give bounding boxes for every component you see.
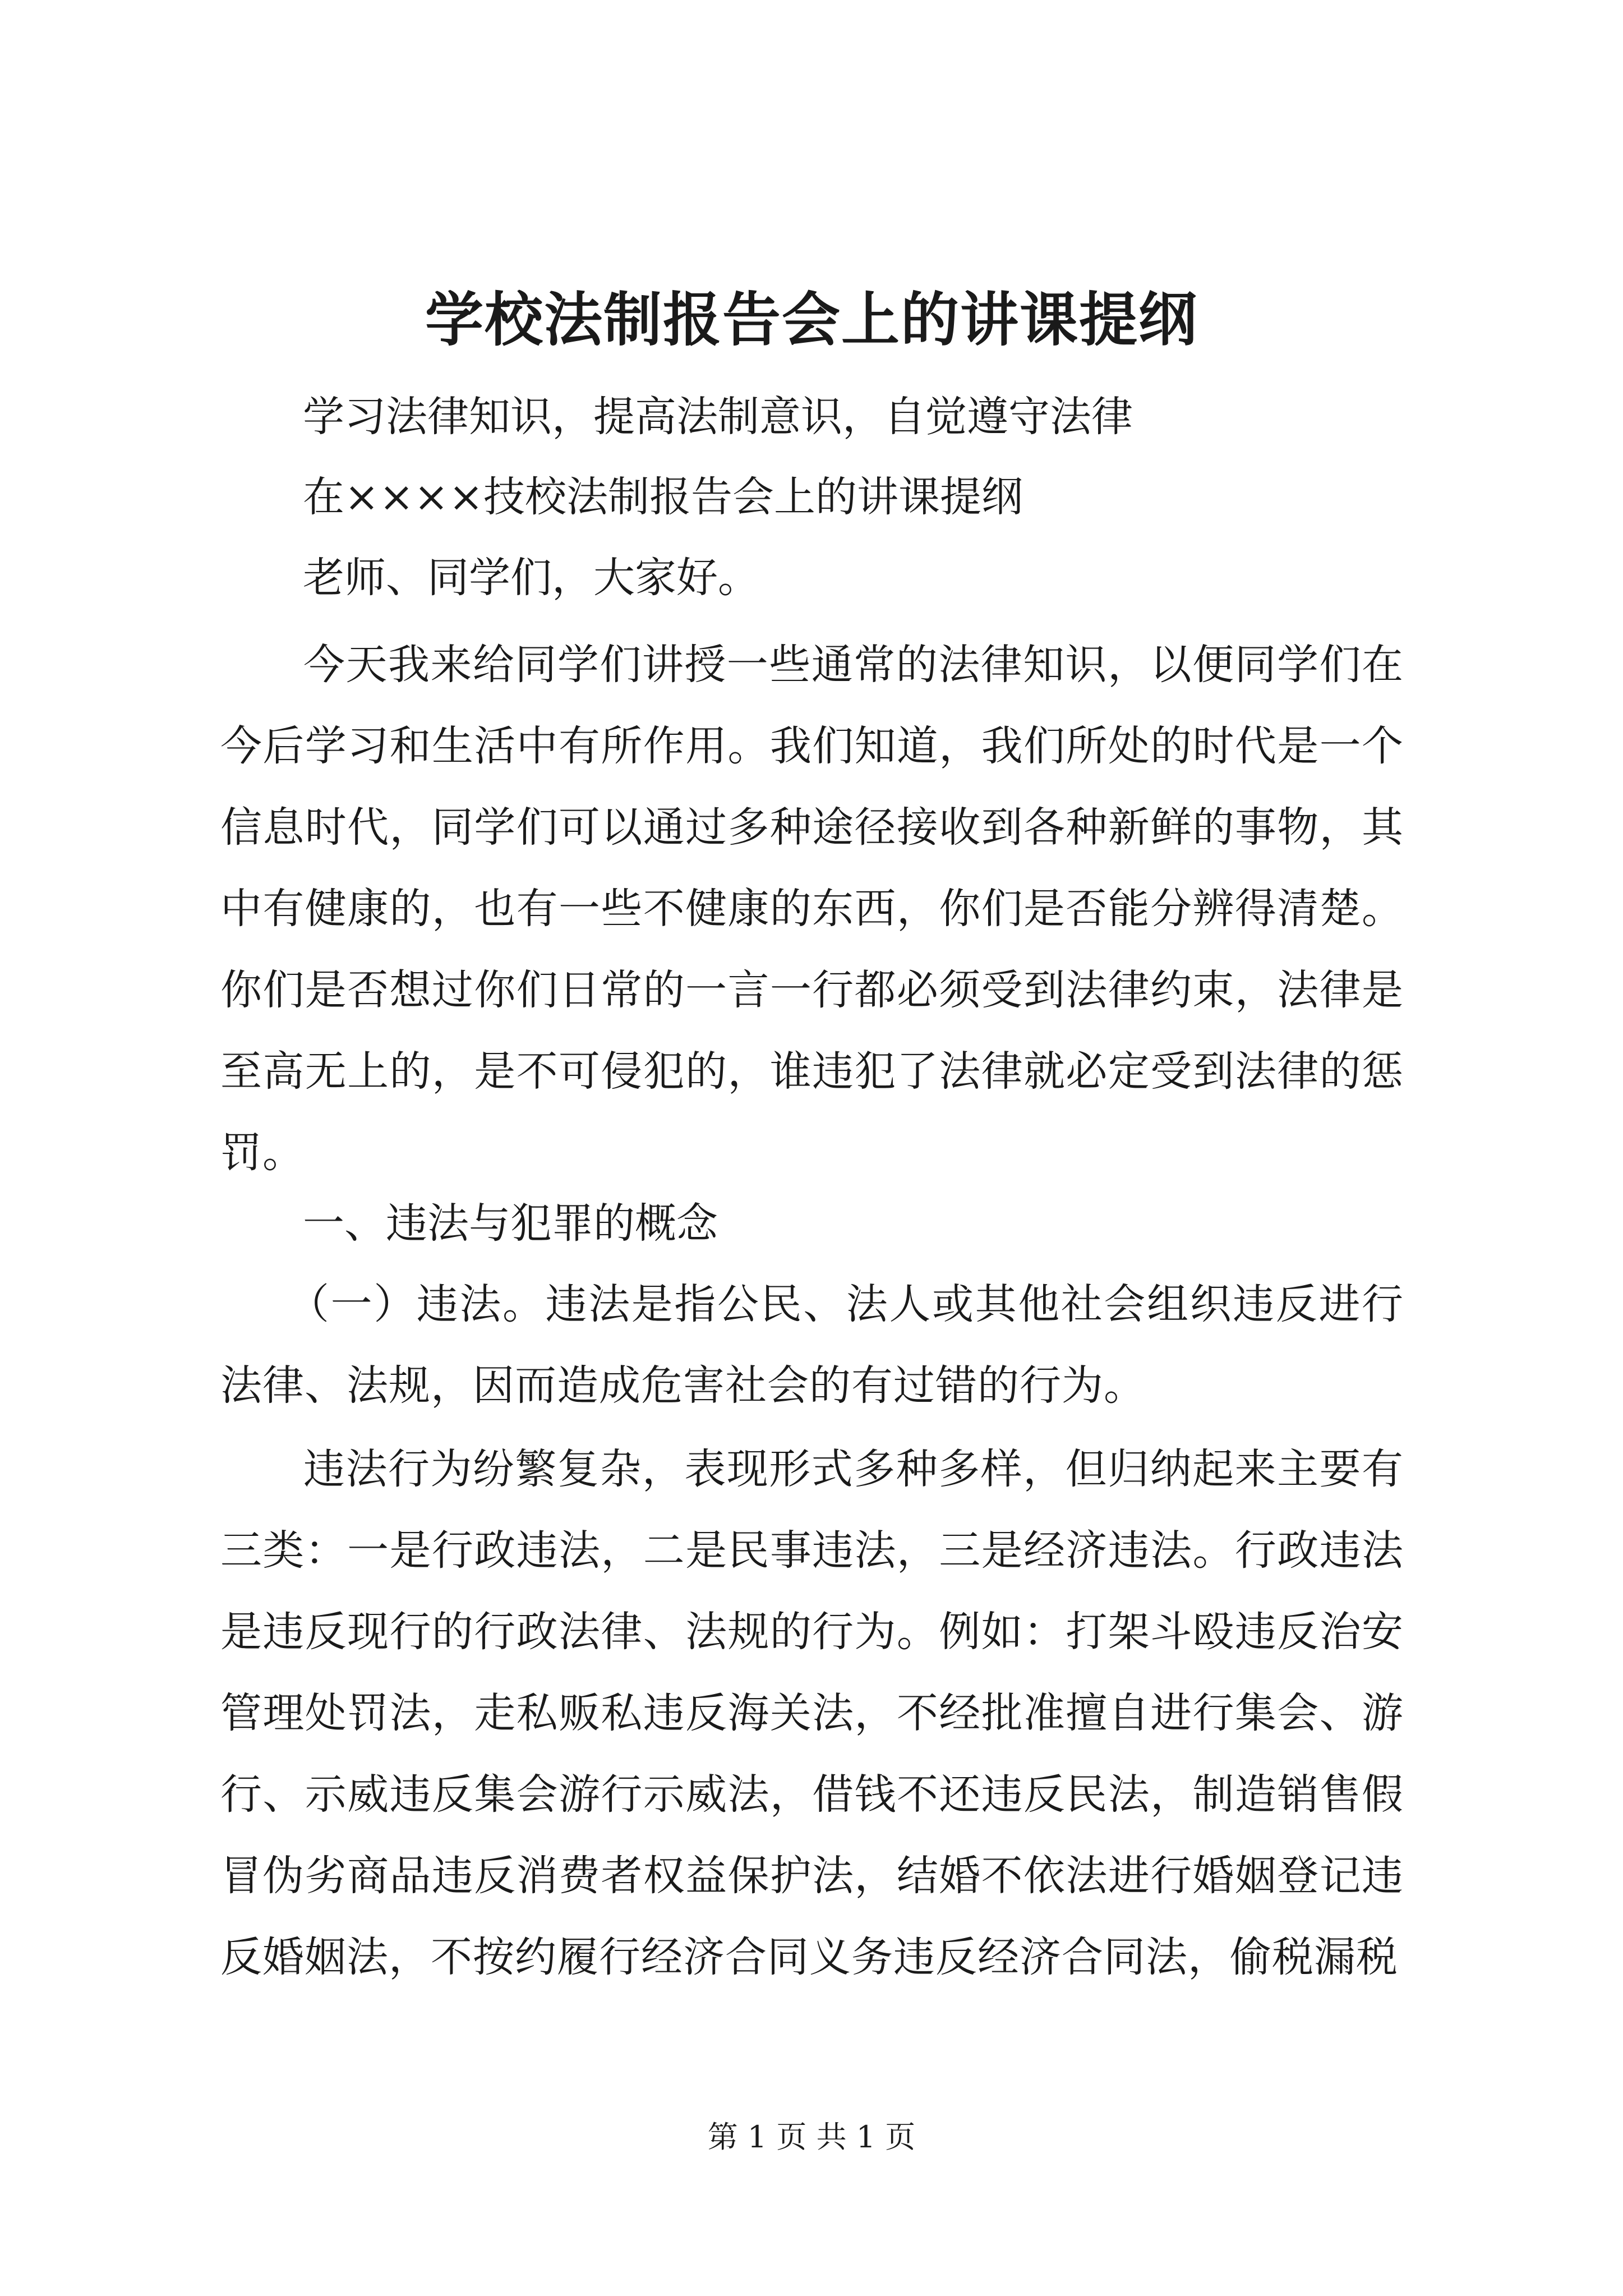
paragraph-intro: 今天我来给同学们讲授一些通常的法律知识，以便同学们在今后学习和生活中有所作用。我们知道，我们所处的时代是一个信息时代，同学们可以通过多种途径接收到各种新鲜的事物，其中有健康的，也有一些不健康的东西，你们是否能分辨得清楚。你们是否想过你们日常的一言一行都必须受到法律约束，法律是至高无上的，是不可侵犯的，谁违犯了法律就必定受到法律的惩罚。 — [220, 641, 1404, 1177]
paragraph-violation-definition: （一）违法。违法是指公民、法人或其他社会组织违反进行法律、法规，因而造成危害社会的有过错的行为。 — [220, 1280, 1404, 1410]
greeting: 老师、同学们，大家好。 — [303, 554, 759, 602]
paragraph-violation-types: 违法行为纷繁复杂，表现形式多种多样，但归纳起来主要有三类：一是行政违法，二是民事违法，三是经济违法。行政违法是违反现行的行政法律、法规的行为。例如：打架斗殴违反治安管理处罚法，走私贩私违反海关法，不经批准擅自进行集会、游行、示威违反集会游行示威法，借钱不还违反民法，制造销售假冒伪劣商品违反消费者权益保护法，结婚不依法进行婚姻登记违反婚姻法，不按约履行经济合同义务违反经济合同法，偷税漏税 — [220, 1445, 1404, 1981]
document-title: 学校法制报告会上的讲课提纲 — [425, 285, 1198, 354]
subtitle-1: 学习法律知识，提高法制意识，自觉遵守法律 — [303, 393, 1133, 441]
section-heading-1: 一、违法与犯罪的概念 — [303, 1199, 718, 1248]
subtitle-2: 在××××技校法制报告会上的讲课提纲 — [303, 473, 1023, 521]
page-footer: 第 1 页 共 1 页 — [707, 2119, 916, 2155]
